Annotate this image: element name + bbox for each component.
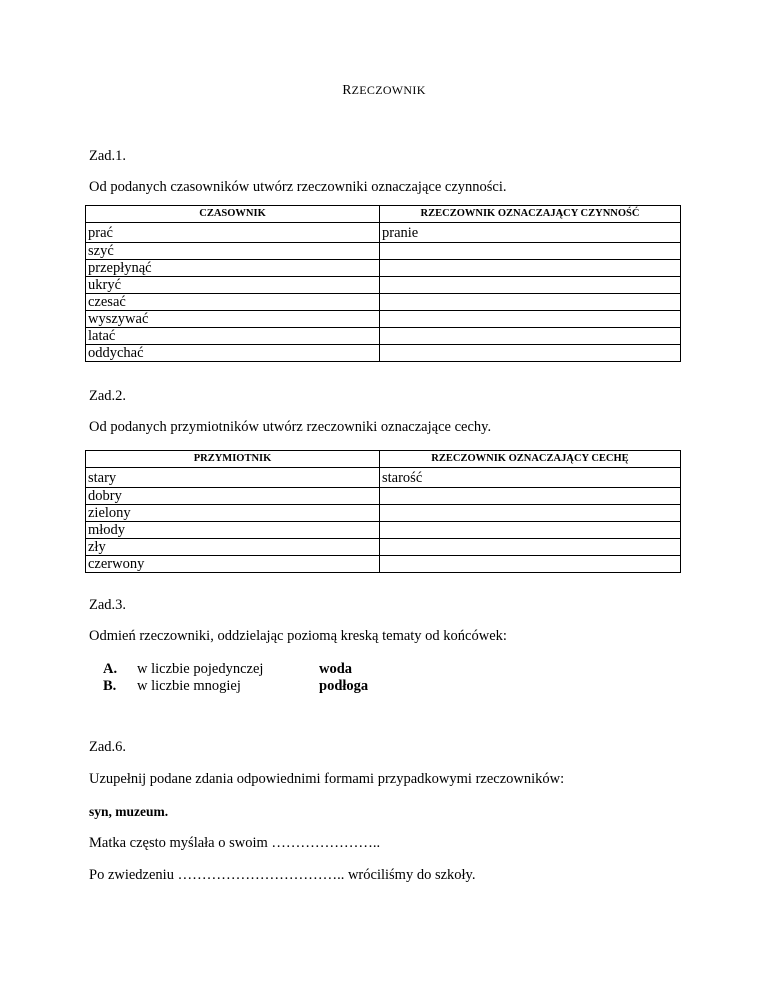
zad1-col2-header: RZECZOWNIK OZNACZAJĄCY CZYNNOŚĆ: [380, 206, 681, 223]
verb-cell: wyszywać: [86, 311, 380, 328]
answer-cell[interactable]: [380, 505, 681, 522]
item-letter-a: A.: [103, 661, 118, 677]
verb-cell: latać: [86, 328, 380, 345]
zad6-instruction: Uzupełnij podane zdania odpowiednimi formami przypadkowymi rzeczowników:: [89, 771, 565, 787]
item-word-b: podłoga: [319, 678, 369, 694]
zad2-table: [85, 450, 681, 573]
item-label-b: w liczbie mnogiej: [137, 678, 241, 694]
table-row: [86, 311, 681, 328]
answer-cell[interactable]: pranie: [380, 223, 681, 243]
verb-cell: prać: [86, 223, 380, 243]
table-row: [86, 488, 681, 505]
verb-cell: czesać: [86, 294, 380, 311]
answer-cell[interactable]: starość: [380, 468, 681, 488]
table-row: [86, 539, 681, 556]
verb-cell: oddychać: [86, 345, 380, 362]
zad6-sentence-1: Matka często myślała o swoim …………………..: [89, 835, 381, 851]
adjective-cell: czerwony: [86, 556, 380, 573]
answer-cell[interactable]: [380, 328, 681, 345]
verb-cell: szyć: [86, 243, 380, 260]
zad6-sentence-2: Po zwiedzeniu …………………………….. wróciliśmy do szkoły.: [89, 867, 476, 883]
answer-cell[interactable]: [380, 294, 681, 311]
answer-cell[interactable]: [380, 260, 681, 277]
adjective-cell: zły: [86, 539, 380, 556]
table-row: [86, 556, 681, 573]
answer-cell[interactable]: [380, 311, 681, 328]
table-row: [86, 223, 681, 243]
zad6-heading: Zad.6.: [89, 739, 127, 755]
answer-cell[interactable]: [380, 488, 681, 505]
table-row: [86, 294, 681, 311]
table-row: [86, 345, 681, 362]
zad1-instruction: Od podanych czasowników utwórz rzeczowniki oznaczające czynności.: [89, 179, 507, 195]
zad1-col1-header: CZASOWNIK: [86, 206, 380, 223]
table-row: [86, 505, 681, 522]
zad2-col1-header: PRZYMIOTNIK: [86, 451, 380, 468]
zad6-words: syn, muzeum.: [89, 804, 169, 819]
verb-cell: przepłynąć: [86, 260, 380, 277]
table-row: [86, 522, 681, 539]
adjective-cell: młody: [86, 522, 380, 539]
zad3-heading: Zad.3.: [89, 597, 127, 613]
zad3-instruction: Odmień rzeczowniki, oddzielając poziomą kreską tematy od końcówek:: [89, 628, 507, 644]
table-row: [86, 277, 681, 294]
item-label-a: w liczbie pojedynczej: [137, 661, 264, 677]
adjective-cell: zielony: [86, 505, 380, 522]
answer-cell[interactable]: [380, 539, 681, 556]
verb-cell: ukryć: [86, 277, 380, 294]
zad2-instruction: Od podanych przymiotników utwórz rzeczowniki oznaczające cechy.: [89, 419, 492, 435]
answer-cell[interactable]: [380, 277, 681, 294]
adjective-cell: dobry: [86, 488, 380, 505]
adjective-cell: stary: [86, 468, 380, 488]
zad1-heading: Zad.1.: [89, 148, 127, 164]
item-letter-b: B.: [103, 678, 117, 694]
zad2-col2-header: RZECZOWNIK OZNACZAJĄCY CECHĘ: [380, 451, 681, 468]
item-word-a: woda: [319, 661, 353, 677]
answer-cell[interactable]: [380, 243, 681, 260]
table-row: [86, 243, 681, 260]
table-row: [86, 260, 681, 277]
zad1-table: [85, 205, 681, 362]
page-title: RZECZOWNIK: [342, 82, 426, 97]
zad2-heading: Zad.2.: [89, 388, 127, 404]
answer-cell[interactable]: [380, 345, 681, 362]
answer-cell[interactable]: [380, 522, 681, 539]
answer-cell[interactable]: [380, 556, 681, 573]
table-row: [86, 468, 681, 488]
table-row: [86, 328, 681, 345]
